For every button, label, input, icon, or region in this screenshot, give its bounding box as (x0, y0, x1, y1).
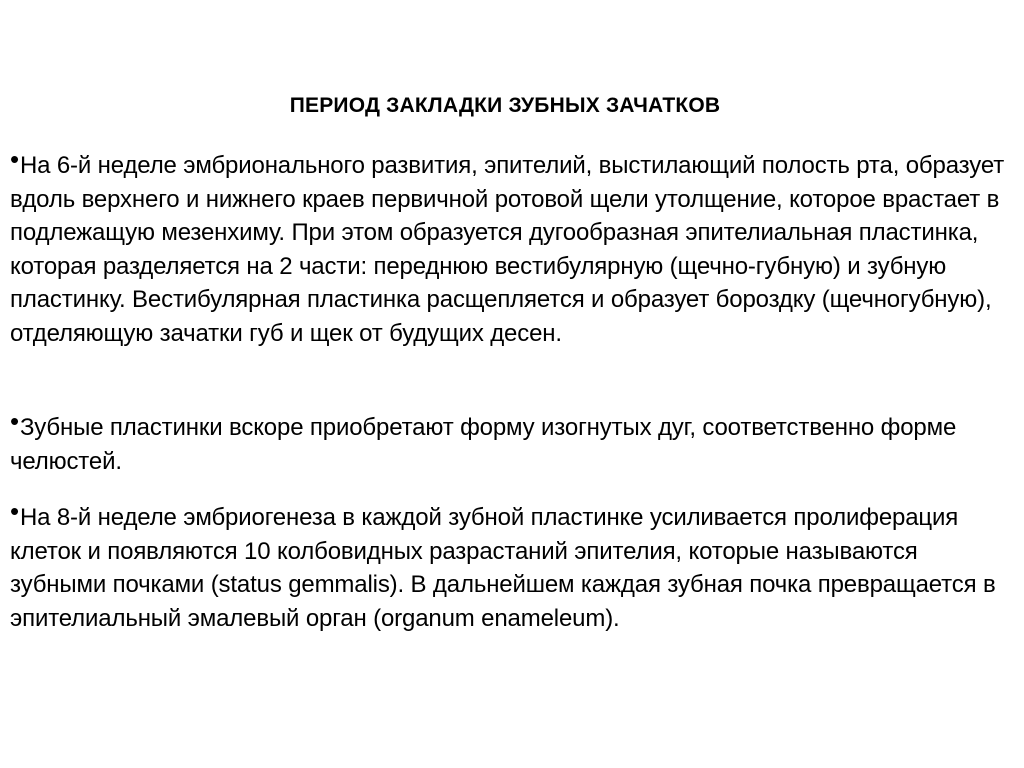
paragraph-embryonic-week-8 (10, 496, 1015, 635)
paragraph-text: Зубные пластинки вскоре приобретают форму изогнутых дуг, соответственно форме челюстей. (10, 414, 957, 475)
slide-title (0, 91, 1010, 121)
paragraph-text: На 8-й неделе эмбриогенеза в каждой зубной пластинке усиливается пролиферация клеток и появляются 10 колбовидных разрастаний эпителия, которые называются зубными почками (status gemmalis). В дальнейшем каждая зубная почка превращается в эпителиальный эмалевый орган (organum enameleum). (10, 504, 996, 632)
slide-title-text: ПЕРИОД ЗАКЛАДКИ ЗУБНЫХ ЗАЧАТКОВ (289, 94, 721, 117)
paragraph-text: На 6-й неделе эмбрионального развития, эпителий, выстилающий полость рта, образует вдоль верхнего и нижнего краев первичной ротовой щели утолщение, которое врастает в подлежащую мезенхиму. При этом образуется дугообразная эпителиальная пластинка, которая разделяется на 2 части: переднюю вестибулярную (щечно-губную) и зубную пластинку. Вестибулярная пластинка расщепляется и образует бороздку (щечногубную), отделяющую зачатки губ и щек от будущих десен. (10, 152, 1005, 347)
bullet-icon: • (10, 496, 19, 526)
bullet-icon: • (10, 406, 19, 436)
paragraph-dental-plates (10, 406, 1015, 478)
bullet-icon: • (10, 144, 19, 174)
paragraph-embryonic-week-6 (10, 144, 1015, 350)
